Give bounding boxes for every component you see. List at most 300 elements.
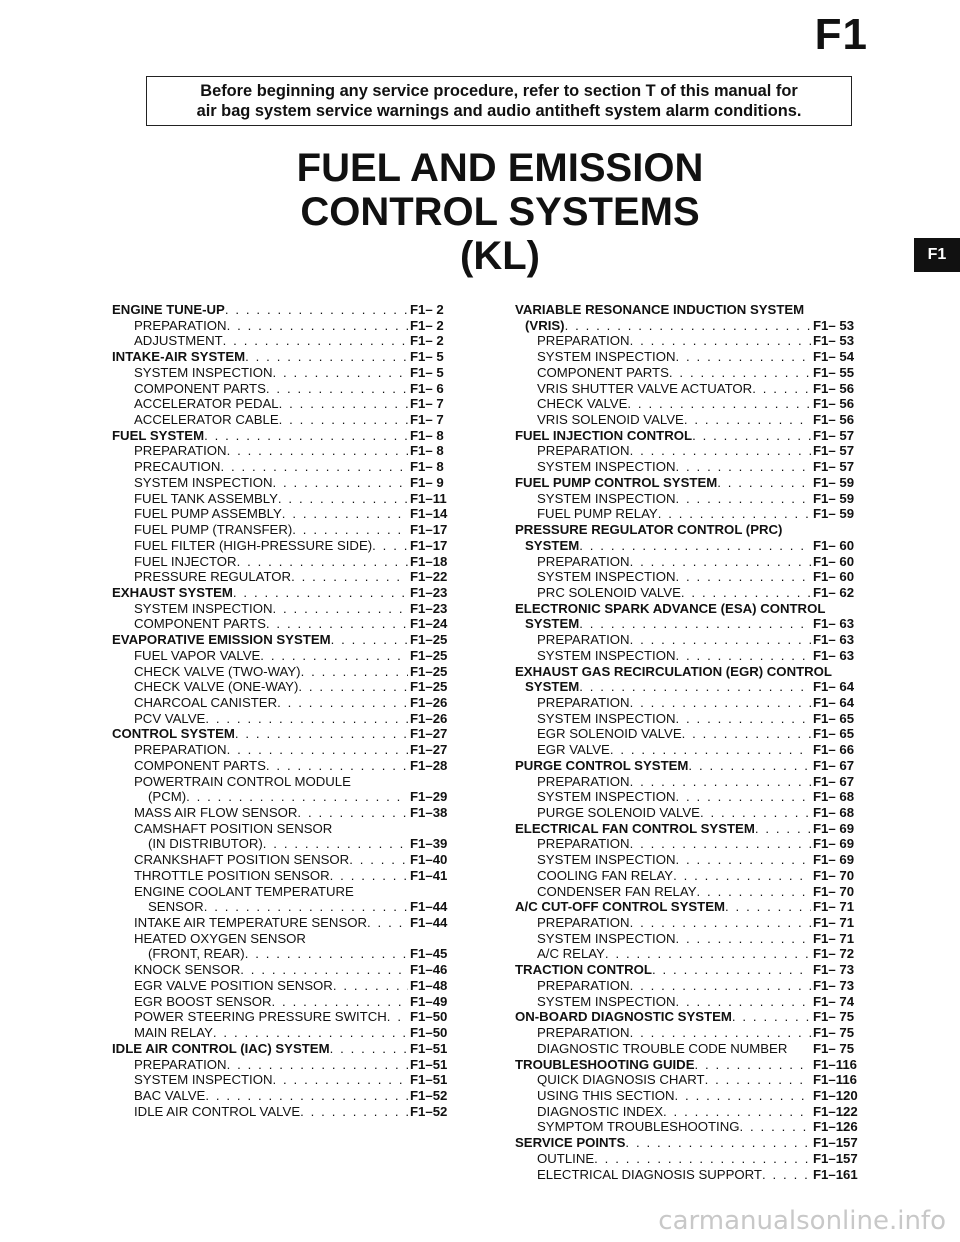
dot-leader [273,601,409,617]
toc-entry[interactable] [112,506,472,522]
toc-entry-label: TROUBLESHOOTING GUIDE [515,1056,695,1072]
toc-section-entry[interactable] [515,475,875,491]
toc-entry[interactable] [112,821,472,837]
dot-leader [630,443,811,459]
dot-leader [625,1135,811,1151]
toc-entry[interactable] [112,836,472,852]
dot-leader [349,852,408,868]
dot-leader [705,1072,811,1088]
dot-leader [186,789,408,805]
toc-entry-page: F1– 56 [813,380,855,396]
toc-entry[interactable] [112,805,472,821]
toc-entry[interactable] [515,1041,875,1057]
dot-leader [565,318,811,334]
toc-entry-label: CHECK VALVE (TWO-WAY) [134,663,301,679]
toc-entry-page: F1– 67 [813,757,855,773]
toc-entry[interactable] [112,443,472,459]
toc-entry[interactable] [515,884,875,900]
toc-entry-label: CONTROL SYSTEM [112,726,235,742]
toc-entry-page: F1–39 [410,836,448,852]
toc-entry-label: SYSTEM INSPECTION [537,490,676,506]
toc-entry[interactable] [515,805,875,821]
toc-entry[interactable] [112,318,472,334]
toc-entry-page: F1–157 [813,1135,858,1151]
toc-entry-page: F1–18 [410,553,448,569]
toc-entry-label: SYSTEM INSPECTION [537,789,676,805]
toc-entry-label: PREPARATION [537,553,630,569]
toc-section-entry[interactable] [515,428,875,444]
dot-leader [227,443,408,459]
toc-entry-label: EGR SOLENOID VALVE [537,726,682,742]
dot-leader [291,569,408,585]
dot-leader [676,459,812,475]
toc-entry-page: F1– 70 [813,867,855,883]
toc-entry[interactable] [515,789,875,805]
toc-entry[interactable] [515,931,875,947]
toc-entry-label: CHECK VALVE (ONE-WAY) [134,679,299,695]
toc-entry[interactable] [112,648,472,664]
toc-entry[interactable] [515,1025,875,1041]
toc-section-entry[interactable] [112,302,472,318]
toc-entry-label: EGR VALVE POSITION SENSOR [134,977,333,993]
toc-entry[interactable] [515,333,875,349]
toc-entry-label: PREPARATION [537,443,630,459]
toc-entry-label: SYSTEM INSPECTION [537,647,676,663]
toc-entry-label: SYSTEM INSPECTION [537,710,676,726]
toc-section-entry[interactable] [112,585,472,601]
toc-entry-page: F1–50 [410,1009,448,1025]
toc-entry[interactable] [515,726,875,742]
toc-entry-label: PREPARATION [537,836,630,852]
dot-leader [220,459,408,475]
dot-leader [297,805,408,821]
toc-entry-label: ENGINE TUNE-UP [112,302,225,317]
dot-leader [676,349,812,365]
toc-entry-page: F1– 8 [410,459,444,475]
toc-entry-page: F1–25 [410,663,448,679]
toc-entry[interactable] [515,946,875,962]
toc-entry-page: F1–25 [410,679,448,695]
toc-entry-label: SYSTEM INSPECTION [134,600,273,616]
toc-entry-page: F1– 59 [813,506,855,522]
toc-entry[interactable] [112,554,472,570]
toc-entry[interactable] [112,1025,472,1041]
dot-leader [762,1167,811,1183]
dot-leader [739,1119,811,1135]
toc-entry-page: F1– 9 [410,474,444,490]
toc-entry-page: F1– 55 [813,364,855,380]
toc-entry-page: F1– 71 [813,899,855,915]
dot-leader [273,365,409,381]
toc-entry-label: OUTLINE [537,1150,595,1166]
toc-entry[interactable] [515,349,875,365]
toc-entry-label: CHECK VALVE [537,396,628,412]
toc-entry[interactable] [515,852,875,868]
toc-entry[interactable] [112,475,472,491]
dot-leader [787,1041,811,1057]
toc-section-entry[interactable] [112,726,472,742]
toc-entry[interactable] [515,836,875,852]
dot-leader [204,899,408,915]
toc-entry-page: F1– 54 [813,349,855,365]
toc-entry-page: F1–24 [410,616,448,632]
toc-entry-label: IDLE AIR CONTROL (IAC) SYSTEM [112,1040,330,1056]
toc-section-entry[interactable] [515,1135,875,1151]
toc-entry[interactable] [515,978,875,994]
dot-leader [663,1104,811,1120]
toc-entry[interactable] [112,679,472,695]
toc-entry[interactable] [515,396,875,412]
dot-leader [233,585,408,601]
toc-entry-label: ACCELERATOR PEDAL [134,396,279,412]
toc-entry[interactable] [112,1072,472,1088]
dot-leader [213,1025,408,1041]
toc-entry[interactable] [515,711,875,727]
dot-leader [331,632,408,648]
toc-entry-page: F1– 60 [813,537,855,553]
toc-section-entry[interactable] [515,821,875,837]
toc-entry-page: F1–25 [410,632,448,648]
toc-entry-label: PRECAUTION [134,459,221,475]
toc-entry-label: DIAGNOSTIC TROUBLE CODE NUMBER [537,1040,788,1056]
dot-leader [697,884,811,900]
toc-entry-page: F1– 56 [813,412,855,428]
toc-entry[interactable] [112,884,472,900]
toc-entry[interactable] [112,538,472,554]
toc-entry-label: PREPARATION [134,317,227,333]
dot-leader [752,381,811,397]
toc-section-entry[interactable] [515,1057,875,1073]
toc-entry[interactable] [112,381,472,397]
toc-entry[interactable] [515,412,875,428]
dot-leader [630,774,811,790]
toc-entry[interactable] [112,789,472,805]
toc-entry-label: PRESSURE REGULATOR [134,569,292,585]
dot-leader [245,946,408,962]
dot-leader [630,915,811,931]
toc-entry[interactable] [112,365,472,381]
toc-entry[interactable] [112,962,472,978]
toc-entry-label: INTAKE-AIR SYSTEM [112,349,246,365]
toc-entry-page: F1–26 [410,710,448,726]
toc-entry-page: F1–41 [410,867,448,883]
dot-leader [676,491,812,507]
toc-section-entry[interactable] [515,1009,875,1025]
toc-entry-label: ON-BOARD DIAGNOSTIC SYSTEM [515,1009,732,1025]
section-code: F1 [814,10,868,59]
toc-entry[interactable] [112,931,472,947]
dot-leader [755,821,811,837]
toc-entry[interactable] [112,994,472,1010]
toc-entry-label: (FRONT, REAR) [148,946,245,962]
toc-entry-page: F1– 75 [813,1025,855,1041]
toc-entry[interactable] [112,978,472,994]
dot-leader [692,428,811,444]
toc-entry-label: FUEL PUMP RELAY [537,506,658,522]
toc-entry-page: F1–26 [410,694,448,710]
toc-entry-page: F1– 75 [813,1040,855,1056]
toc-entry[interactable] [515,994,875,1010]
dot-leader [282,506,408,522]
dot-leader [306,931,408,947]
toc-entry-label: EGR BOOST SENSOR [134,993,272,1009]
toc-entry-label: ADJUSTMENT [134,333,223,349]
toc-section-entry[interactable] [515,616,875,632]
toc-section-entry[interactable] [515,601,875,617]
toc-entry-page: F1–126 [813,1119,858,1135]
toc-entry-label: QUICK DIAGNOSIS CHART [537,1072,705,1088]
toc-entry[interactable] [112,868,472,884]
toc-entry-label: POWERTRAIN CONTROL MODULE [134,773,351,789]
dot-leader [354,884,408,900]
toc-entry-page: F1– 53 [813,333,855,349]
toc-entry[interactable] [112,569,472,585]
toc-entry-page: F1–44 [410,899,448,915]
toc-entry[interactable] [515,915,875,931]
toc-entry-label: USING THIS SECTION [537,1087,675,1103]
dot-leader [279,412,408,428]
toc-entry[interactable] [112,412,472,428]
toc-entry-label: FUEL SYSTEM [112,427,205,443]
toc-entry-page: F1– 8 [410,427,444,443]
toc-entry-page [825,601,889,617]
toc-entry-page: F1–11 [410,490,447,506]
toc-entry-label: SYSTEM INSPECTION [537,459,676,475]
toc-entry[interactable] [515,554,875,570]
dot-leader [684,412,811,428]
toc-entry[interactable] [515,569,875,585]
toc-entry-label: FUEL PUMP ASSEMBLY [134,506,282,522]
dot-leader [630,632,811,648]
toc-entry-page [832,664,896,680]
toc-entry-label: PRC SOLENOID VALVE [537,584,681,600]
toc-entry[interactable] [112,758,472,774]
toc-entry-page: F1–52 [410,1087,448,1103]
toc-entry[interactable] [112,774,472,790]
toc-entry-label: COMPONENT PARTS [537,364,669,380]
dot-leader [223,333,408,349]
toc-entry-label: FUEL PUMP CONTROL SYSTEM [515,474,718,490]
dot-leader [227,742,408,758]
toc-entry-label: FUEL FILTER (HIGH-PRESSURE SIDE) [134,537,373,553]
toc-entry-page: F1– 60 [813,569,855,585]
dot-leader [330,868,408,884]
toc-entry-label: DIAGNOSTIC INDEX [537,1103,664,1119]
toc-entry-label: PREPARATION [537,773,630,789]
toc-entry-page: F1– 71 [813,915,855,931]
toc-entry-page: F1– 5 [410,364,444,380]
toc-entry[interactable] [112,1009,472,1025]
toc-entry[interactable] [112,742,472,758]
toc-entry-page [408,931,472,947]
toc-entry-label: VRIS SOLENOID VALVE [537,412,684,428]
toc-entry-label: PREPARATION [537,1025,630,1041]
toc-entry-label: COMPONENT PARTS [134,757,266,773]
toc-entry-label: COMPONENT PARTS [134,616,266,632]
dot-leader [278,491,408,507]
toc-entry[interactable] [515,632,875,648]
toc-entry-label: SYSTEM INSPECTION [134,1072,273,1088]
toc-entry[interactable] [515,1151,875,1167]
toc-entry-page: F1– 69 [813,820,855,836]
dot-leader [273,1072,409,1088]
dot-leader [204,428,408,444]
notice-line-1: Before beginning any service procedure, refer to section T of this manual for [200,82,798,100]
toc-entry[interactable] [112,915,472,931]
toc-entry[interactable] [515,459,875,475]
toc-section-entry[interactable] [515,522,875,538]
toc-entry[interactable] [112,459,472,475]
dot-leader [333,978,408,994]
toc-section-entry[interactable] [515,664,875,680]
watermark: carmanualsonline.info [658,1206,946,1236]
dot-leader [372,538,408,554]
toc-section-entry[interactable] [515,758,875,774]
toc-entry-page: F1– 62 [813,584,855,600]
toc-entry-page [408,884,472,900]
dot-leader [652,962,811,978]
toc-entry-page: F1– 6 [410,380,444,396]
toc-entry-label: CRANKSHAFT POSITION SENSOR [134,852,350,868]
toc-entry[interactable] [515,1167,875,1183]
toc-entry[interactable] [112,946,472,962]
service-warning-notice [146,76,852,126]
toc-entry[interactable] [112,333,472,349]
toc-entry[interactable] [112,664,472,680]
toc-entry-page: F1– 64 [813,679,855,695]
toc-section-entry[interactable] [112,428,472,444]
toc-section-entry[interactable] [515,899,875,915]
toc-entry[interactable] [515,491,875,507]
dot-leader [676,852,812,868]
toc-entry[interactable] [515,695,875,711]
dot-leader [630,978,811,994]
toc-entry-label: SYSTEM INSPECTION [537,993,676,1009]
toc-entry[interactable] [515,506,875,522]
toc-entry-page: F1–27 [410,742,448,758]
toc-entry-label: A/C RELAY [537,946,605,962]
toc-entry-label: FUEL INJECTOR [134,553,237,569]
toc-entry-label: PURGE SOLENOID VALVE [537,805,700,820]
dot-leader [717,475,811,491]
toc-entry-label: (VRIS) [525,317,565,333]
toc-entry[interactable] [515,381,875,397]
toc-entry[interactable] [112,522,472,538]
toc-section-entry[interactable] [112,1041,472,1057]
toc-entry-page: F1–50 [410,1025,448,1041]
toc-entry-page: F1–51 [410,1072,448,1088]
toc-entry-page: F1–116 [813,1072,857,1088]
toc-entry[interactable] [112,695,472,711]
toc-entry-page: F1– 68 [813,789,855,805]
toc-entry-label: VRIS SHUTTER VALVE ACTUATOR [537,380,753,396]
toc-entry[interactable] [515,742,875,758]
toc-entry-label: POWER STEERING PRESSURE SWITCH [134,1009,387,1025]
toc-entry-page: F1–122 [813,1103,858,1119]
toc-entry-page: F1– 2 [410,317,444,333]
dot-leader [676,648,812,664]
toc-entry[interactable] [515,443,875,459]
dot-leader [676,711,812,727]
toc-entry[interactable] [515,365,875,381]
toc-entry-label: ELECTRONIC SPARK ADVANCE (ESA) CONTROL [515,600,826,616]
toc-entry-page: F1– 53 [813,317,855,333]
page-title-line-1: FUEL AND EMISSION [296,146,704,190]
toc-entry[interactable] [112,899,472,915]
dot-leader [279,396,408,412]
toc-entry-page [811,522,875,538]
toc-entry-label: VARIABLE RESONANCE INDUCTION SYSTEM [515,302,805,317]
dot-leader [658,506,811,522]
toc-entry-page: F1– 68 [813,805,855,820]
toc-entry[interactable] [515,585,875,601]
toc-entry[interactable] [112,1104,472,1120]
toc-entry[interactable] [515,1119,875,1135]
toc-entry[interactable] [515,648,875,664]
toc-entry[interactable] [112,491,472,507]
toc-section-entry[interactable] [515,302,875,318]
toc-entry-page: F1–116 [813,1056,857,1072]
dot-leader [630,1025,811,1041]
toc-entry-page: F1– 63 [813,616,855,632]
dot-leader [351,774,408,790]
dot-leader [676,994,812,1010]
toc-entry[interactable] [515,1072,875,1088]
toc-entry[interactable] [112,852,472,868]
toc-entry-label: ELECTRICAL DIAGNOSIS SUPPORT [537,1166,762,1182]
toc-entry[interactable] [112,1057,472,1073]
dot-leader [266,616,408,632]
toc-section-entry[interactable] [515,679,875,695]
toc-entry-page: F1–23 [410,600,448,616]
toc-entry[interactable] [515,774,875,790]
dot-leader [610,742,811,758]
toc-entry[interactable] [112,616,472,632]
toc-entry-page: F1–51 [410,1040,448,1056]
toc-entry[interactable] [515,1088,875,1104]
toc-entry-page: F1–48 [410,977,448,993]
toc-entry-label: FUEL INJECTION CONTROL [515,427,693,443]
toc-entry-label: SYSTEM INSPECTION [134,364,273,380]
toc-entry-label: INTAKE AIR TEMPERATURE SENSOR [134,915,368,931]
toc-right-column [515,302,875,1182]
toc-entry[interactable] [515,1104,875,1120]
toc-entry-page: F1– 69 [813,836,855,852]
toc-entry-label: PREPARATION [537,632,630,648]
dot-leader [676,569,812,585]
toc-entry-label: PREPARATION [537,915,630,931]
section-tab[interactable]: F1 [914,238,960,272]
dot-leader [266,381,408,397]
toc-entry-label: EGR VALVE [537,742,610,758]
toc-entry-label: SYSTEM INSPECTION [537,569,676,585]
toc-section-entry[interactable] [515,318,875,334]
toc-entry[interactable] [112,396,472,412]
toc-section-entry[interactable] [515,962,875,978]
dot-leader [627,396,811,412]
toc-entry-page: F1–40 [410,852,448,868]
toc-entry[interactable] [515,868,875,884]
toc-entry[interactable] [112,1088,472,1104]
toc-entry[interactable] [112,711,472,727]
toc-section-entry[interactable] [112,632,472,648]
dot-leader [205,711,408,727]
toc-section-entry[interactable] [112,349,472,365]
toc-section-entry[interactable] [515,538,875,554]
toc-entry-page: F1– 7 [410,396,444,412]
dot-leader [300,1104,408,1120]
toc-entry[interactable] [112,601,472,617]
